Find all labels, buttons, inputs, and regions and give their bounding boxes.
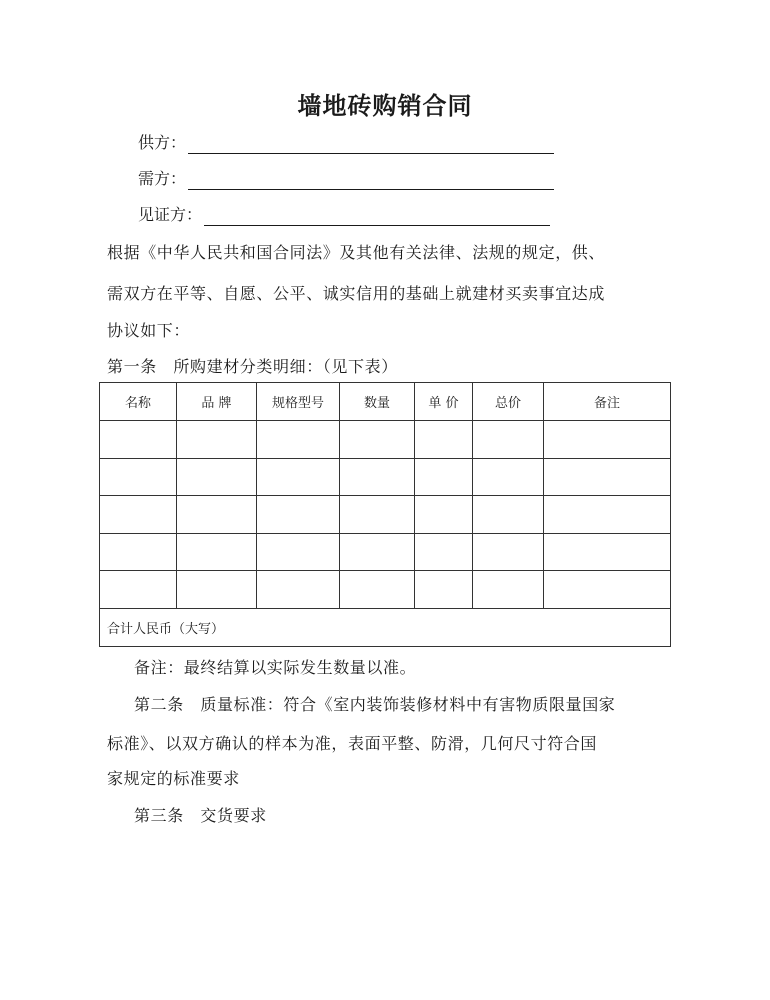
table-cell[interactable]: [544, 458, 671, 496]
materials-table: [99, 382, 671, 647]
table-cell[interactable]: [100, 533, 177, 571]
table-cell[interactable]: [177, 458, 257, 496]
witness-field: [138, 204, 550, 226]
table-total-row: [100, 608, 671, 646]
article-2-line-3: 家规定的标准要求: [107, 769, 240, 788]
witness-label: 见证方：: [138, 205, 203, 224]
table-cell[interactable]: [257, 571, 340, 609]
supplier-blank-line[interactable]: [188, 135, 554, 154]
header-brand: 品 牌: [177, 383, 257, 421]
note-line: 备注：最终结算以实际发生数量以准。: [134, 658, 417, 677]
table-cell[interactable]: [415, 571, 473, 609]
table-row: [100, 458, 671, 496]
article-3-heading: 第三条 交货要求: [134, 806, 267, 825]
header-unit-price: 单 价: [415, 383, 473, 421]
header-remarks: 备注: [544, 383, 671, 421]
table-cell[interactable]: [100, 421, 177, 459]
table-cell[interactable]: [544, 421, 671, 459]
article-1-heading: 第一条 所购建材分类明细：（见下表）: [107, 357, 398, 376]
table-cell[interactable]: [415, 458, 473, 496]
table-cell[interactable]: [100, 458, 177, 496]
table-cell[interactable]: [473, 421, 544, 459]
table-row: [100, 496, 671, 534]
table-cell[interactable]: [473, 533, 544, 571]
article-2-line-2: 标准》、以双方确认的样本为准，表面平整、防滑，几何尺寸符合国: [107, 734, 598, 753]
table-row: [100, 571, 671, 609]
intro-line-1: 根据《中华人民共和国合同法》及其他有关法律、法规的规定，供、: [107, 243, 606, 262]
table-cell[interactable]: [544, 496, 671, 534]
table-cell[interactable]: [473, 571, 544, 609]
buyer-field: [138, 168, 554, 190]
header-quantity: 数量: [340, 383, 415, 421]
article-2-line-1: 第二条 质量标准：符合《室内装饰装修材料中有害物质限量国家: [134, 695, 616, 714]
document-title: 墙地砖购销合同: [297, 91, 473, 120]
intro-line-2: 需双方在平等、自愿、公平、诚实信用的基础上就建材买卖事宜达成: [107, 284, 606, 303]
table-cell[interactable]: [340, 458, 415, 496]
table-cell[interactable]: [415, 496, 473, 534]
table-row: [100, 533, 671, 571]
table-cell[interactable]: [340, 571, 415, 609]
table-cell[interactable]: [415, 533, 473, 571]
table-cell[interactable]: [257, 496, 340, 534]
table-cell[interactable]: [257, 533, 340, 571]
table-cell[interactable]: [340, 496, 415, 534]
table-cell[interactable]: [177, 571, 257, 609]
table-cell[interactable]: [340, 421, 415, 459]
table-cell[interactable]: [100, 571, 177, 609]
witness-blank-line[interactable]: [204, 207, 550, 226]
table-cell[interactable]: [177, 496, 257, 534]
header-name: 名称: [100, 383, 177, 421]
table-cell[interactable]: [544, 571, 671, 609]
total-amount-label[interactable]: 合计人民币（大写）: [100, 608, 671, 646]
table-cell[interactable]: [177, 421, 257, 459]
intro-line-3: 协议如下：: [107, 321, 191, 340]
table-cell[interactable]: [177, 533, 257, 571]
table-cell[interactable]: [100, 496, 177, 534]
table-body: [100, 421, 671, 609]
table-header-row: [100, 383, 671, 421]
table-cell[interactable]: [544, 533, 671, 571]
header-total-price: 总价: [473, 383, 544, 421]
table-cell[interactable]: [257, 458, 340, 496]
supplier-field: [138, 132, 554, 154]
table-cell[interactable]: [340, 533, 415, 571]
supplier-label: 供方：: [138, 133, 187, 152]
header-spec: 规格型号: [257, 383, 340, 421]
buyer-label: 需方：: [138, 169, 187, 188]
table-cell[interactable]: [415, 421, 473, 459]
table-cell[interactable]: [473, 496, 544, 534]
table-cell[interactable]: [257, 421, 340, 459]
table-cell[interactable]: [473, 458, 544, 496]
table-row: [100, 421, 671, 459]
buyer-blank-line[interactable]: [188, 171, 554, 190]
